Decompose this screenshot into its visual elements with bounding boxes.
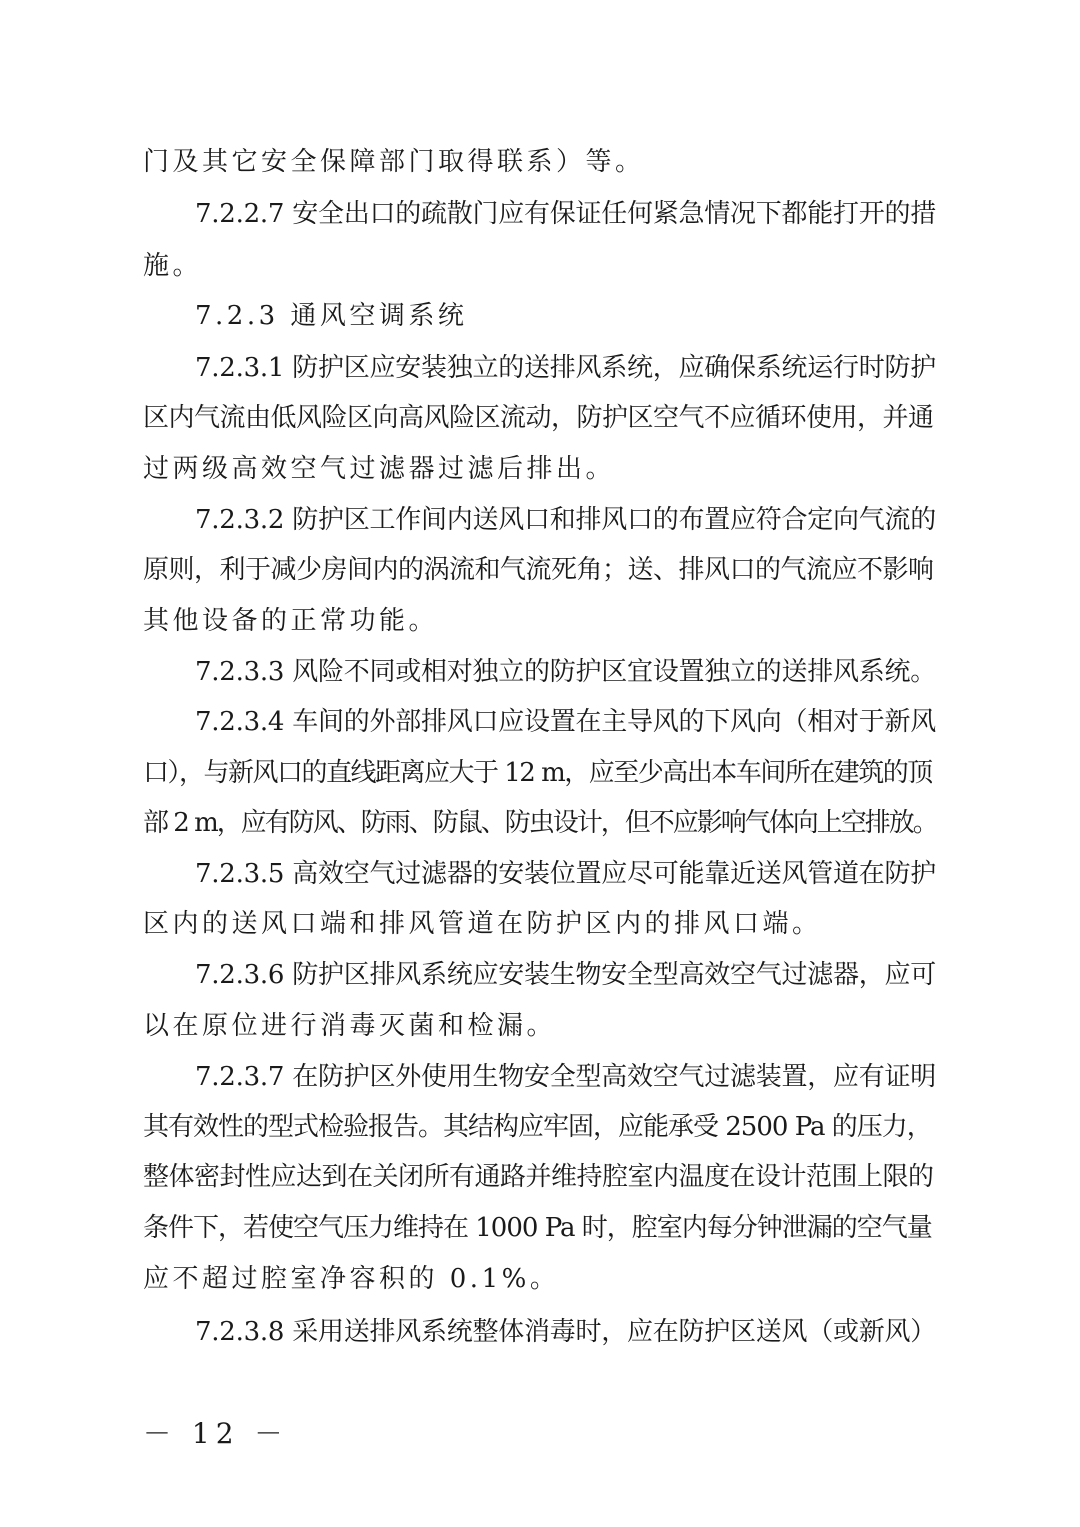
- text-line: 7.2.3.3 风险不同或相对独立的防护区宜设置独立的送排风系统。: [195, 657, 936, 687]
- text-line: 7.2.3.6 防护区排风系统应安装生物安全型高效空气过滤器，应可: [195, 960, 936, 990]
- text-line: 区内的送风口端和排风管道在防护区内的排风口端。: [143, 909, 822, 939]
- text-line: 门及其它安全保障部门取得联系）等。: [143, 147, 645, 177]
- text-line: 7.2.3.5 高效空气过滤器的安装位置应尽可能靠近送风管道在防护: [195, 859, 936, 889]
- text-line: 7.2.3.4 车间的外部排风口应设置在主导风的下风向（相对于新风: [195, 707, 936, 737]
- section-heading: 7.2.3 通风空调系统: [195, 301, 468, 331]
- text-line: 7.2.2.7 安全出口的疏散门应有保证任何紧急情况下都能打开的措: [195, 199, 936, 229]
- text-line: 7.2.3.7 在防护区外使用生物安全型高效空气过滤装置，应有证明: [195, 1062, 936, 1092]
- text-line: 施。: [143, 251, 203, 281]
- text-line: 应不超过腔室净容积的 0.1%。: [143, 1264, 560, 1294]
- text-line: 整体密封性应达到在关闭所有通路并维持腔室内温度在设计范围上限的: [143, 1162, 934, 1192]
- text-line: 7.2.3.1 防护区应安装独立的送排风系统，应确保系统运行时防护: [195, 353, 936, 383]
- text-line: 部 2 m，应有防风、防雨、防鼠、防虫设计，但不应影响气体向上空排放。: [143, 808, 937, 838]
- text-line: 7.2.3.2 防护区工作间内送风口和排风口的布置应符合定向气流的: [195, 505, 936, 535]
- text-line: 区内气流由低风险区向高风险区流动，防护区空气不应循环使用，并通: [143, 403, 934, 433]
- page-number: － 12 －: [143, 1417, 289, 1450]
- text-line: 条件下，若使空气压力维持在 1000 Pa 时，腔室内每分钟泄漏的空气量: [143, 1213, 932, 1243]
- text-line: 其他设备的正常功能。: [143, 606, 439, 636]
- text-line: 7.2.3.8 采用送排风系统整体消毒时，应在防护区送风（或新风）: [195, 1317, 936, 1347]
- text-line: 以在原位进行消毒灭菌和检漏。: [143, 1011, 557, 1041]
- text-line: 口），与新风口的直线距离应大于 12 m，应至少高出本车间所在建筑的顶: [143, 758, 932, 788]
- text-line: 原则，利于减少房间内的涡流和气流死角；送、排风口的气流应不影响: [143, 555, 934, 585]
- text-line: 过两级高效空气过滤器过滤后排出。: [143, 454, 616, 484]
- text-line: 其有效性的型式检验报告。其结构应牢固，应能承受 2500 Pa 的压力，: [143, 1112, 932, 1142]
